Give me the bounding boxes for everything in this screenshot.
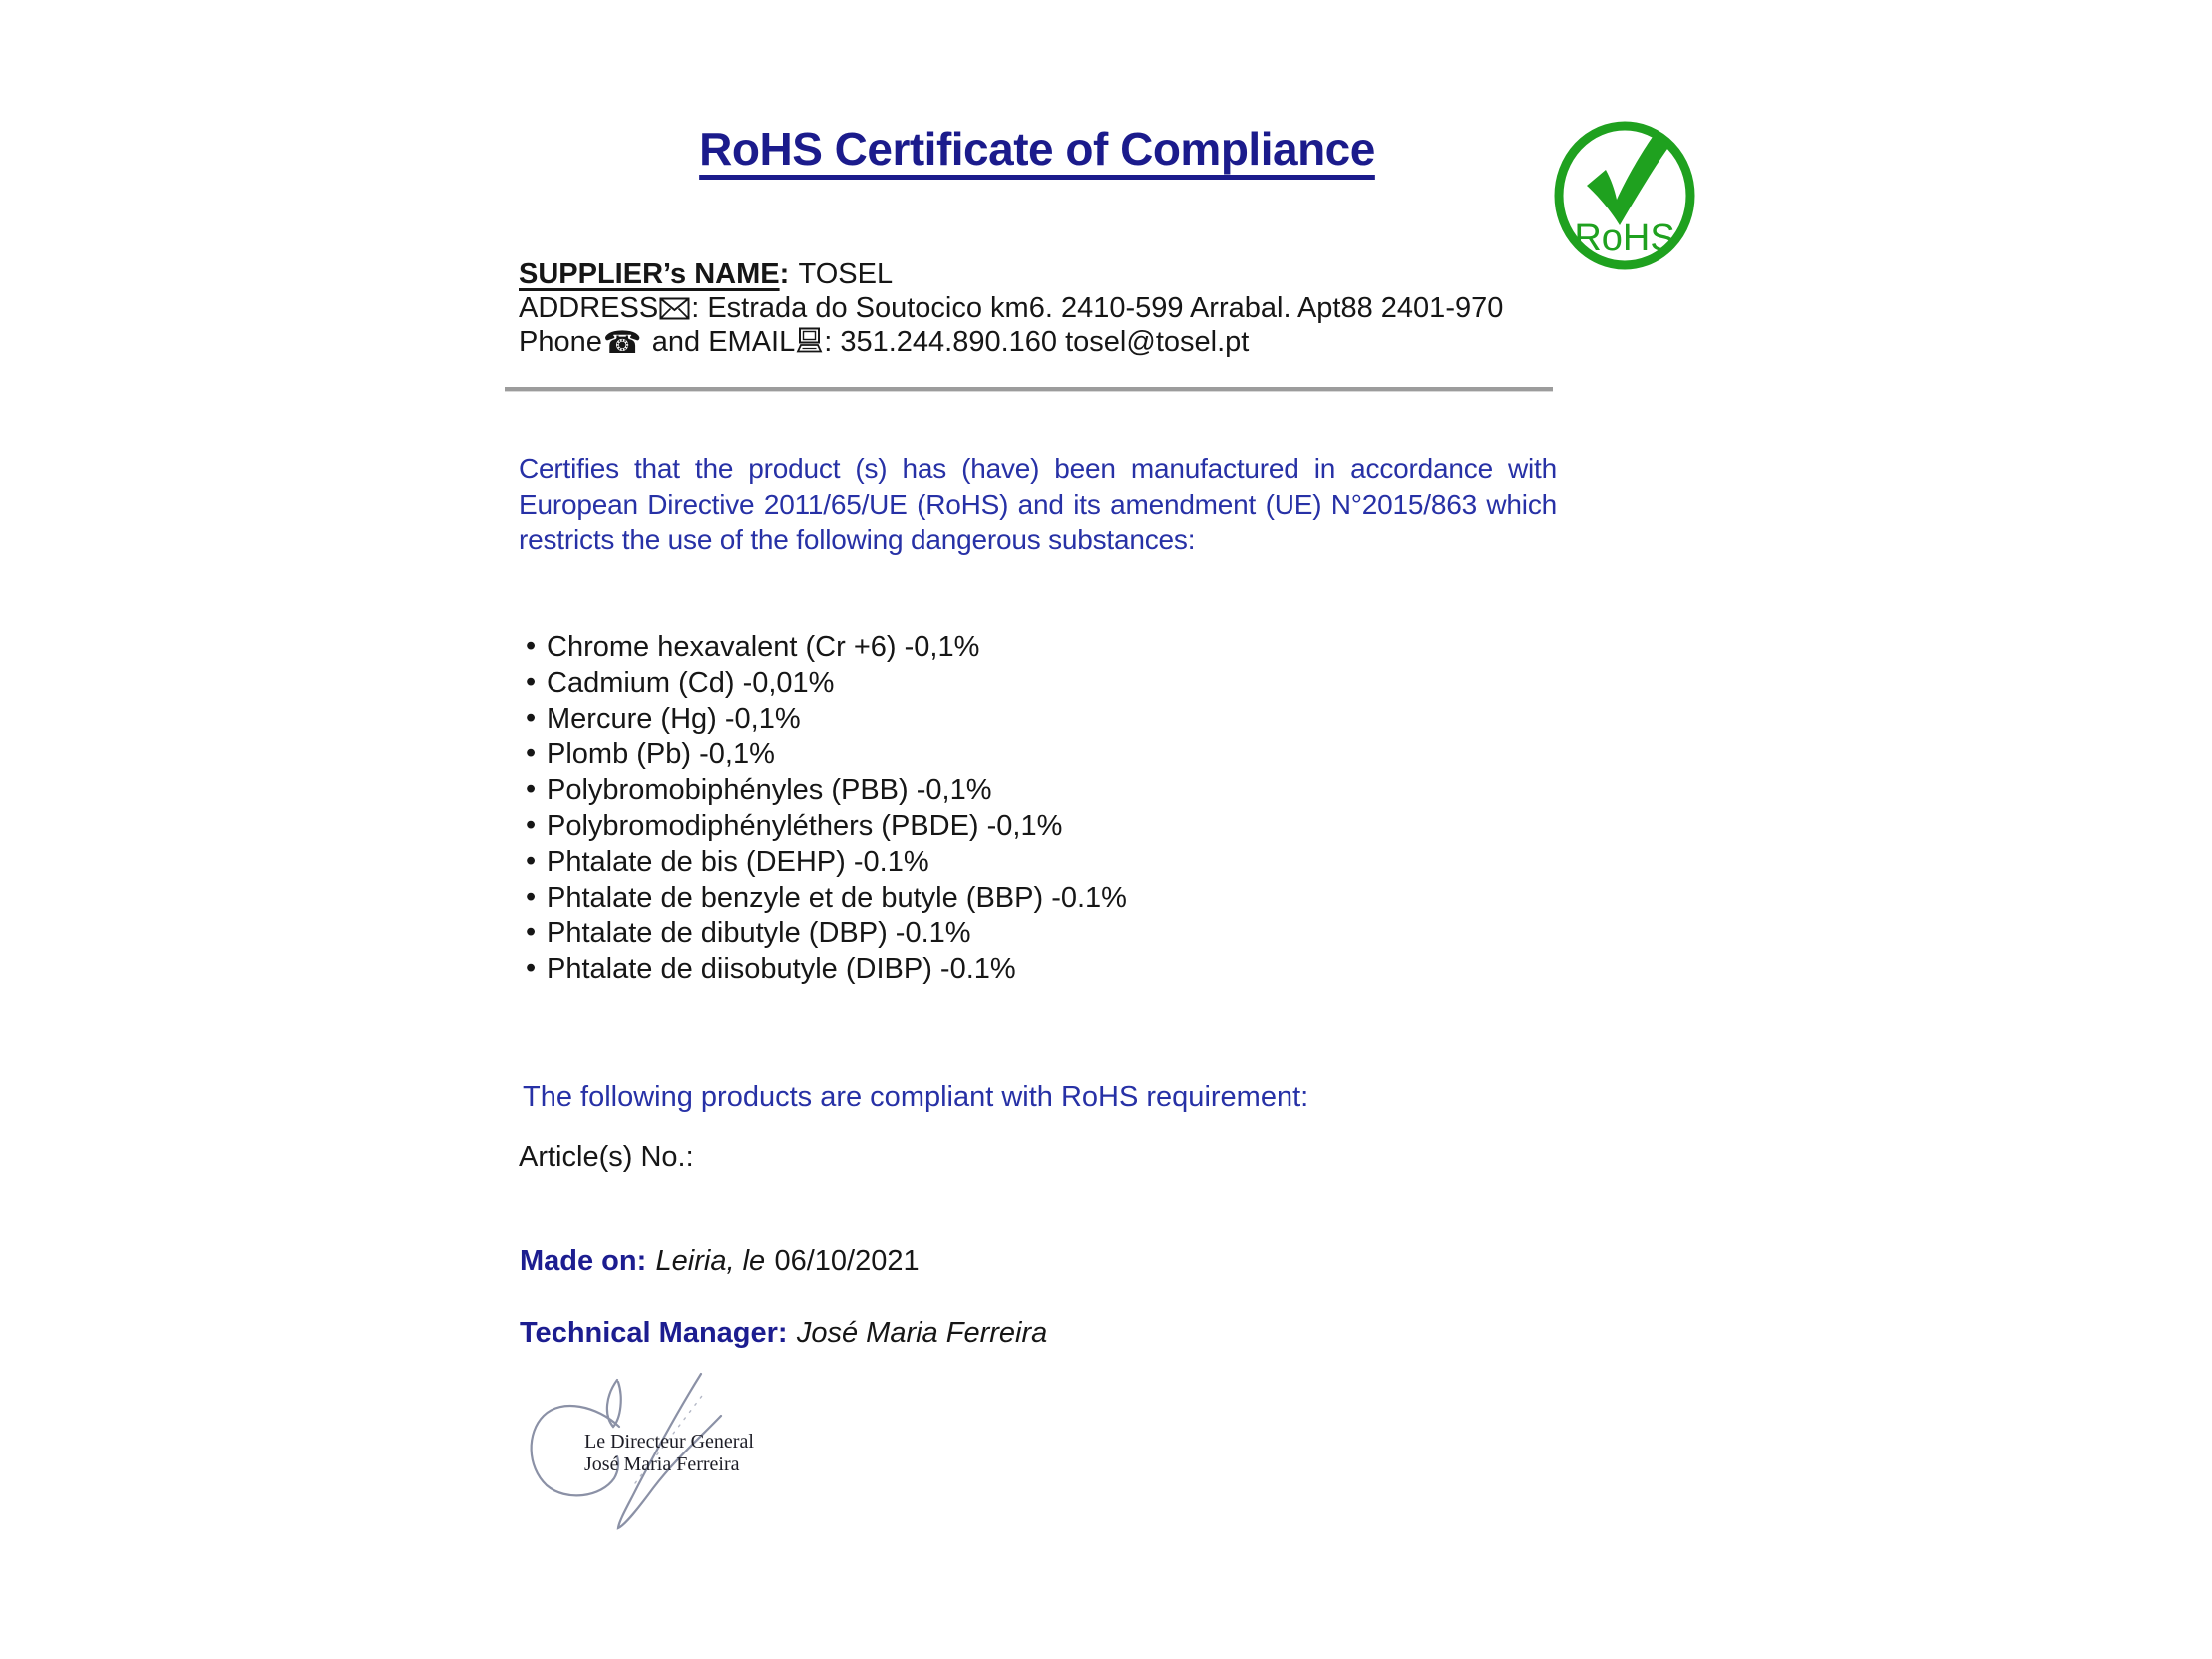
- rohs-logo: [1552, 120, 1697, 271]
- substance-item: • Plomb (Pb) -0,1%: [526, 737, 1127, 773]
- supplier-address-line: [519, 291, 1503, 325]
- article-number-label: Article(s) No.:: [519, 1141, 694, 1173]
- supplier-name-label: SUPPLIER’s NAME: [519, 258, 780, 290]
- technical-manager-name: José Maria Ferreira: [796, 1317, 1048, 1349]
- logo-label: RoHS: [1574, 217, 1675, 259]
- supplier-name-line: [519, 257, 1503, 291]
- phone-icon: ☎: [602, 325, 642, 360]
- supplier-info: [519, 257, 1503, 360]
- technical-manager-line: [520, 1317, 1047, 1350]
- substance-item: • Chrome hexavalent (Cr +6) -0,1%: [526, 630, 1127, 666]
- address-value: : Estrada do Soutocico km6. 2410-599 Arrabal. Apt88 2401-970: [691, 292, 1504, 324]
- made-on-line: [520, 1245, 920, 1278]
- address-label: ADDRESS: [519, 292, 659, 324]
- substance-item: • Phtalate de bis (DEHP) -0.1%: [526, 845, 1127, 881]
- signature-name: José Maria Ferreira: [584, 1453, 740, 1475]
- compliance-statement: The following products are compliant with RoHS requirement:: [523, 1081, 1309, 1113]
- technical-manager-label: Technical Manager:: [520, 1317, 788, 1349]
- signature-text: [584, 1431, 844, 1476]
- certification-paragraph: Certifies that the product (s) has (have) been manufactured in accordance with European Directive 2011/65/UE (RoHS) and its amendment (UE) N°2015/863 which restricts the use of the following dangerous substances:: [519, 453, 1557, 555]
- substance-item: • Phtalate de diisobutyle (DIBP) -0.1%: [526, 952, 1127, 988]
- supplier-name-colon: :: [779, 258, 790, 290]
- substance-item: • Phtalate de benzyle et de butyle (BBP) -0.1%: [526, 881, 1127, 917]
- made-on-date: 06/10/2021: [774, 1245, 920, 1277]
- substance-item: • Mercure (Hg) -0,1%: [526, 702, 1127, 738]
- checkmark-icon: [1587, 134, 1670, 225]
- supplier-contact-line: [519, 325, 1503, 360]
- signature-title: Le Directeur General: [584, 1431, 754, 1452]
- contact-value: : 351.244.890.160 tosel@tosel.pt: [824, 326, 1250, 358]
- supplier-name-value: TOSEL: [798, 258, 894, 290]
- substances-list: [526, 630, 1127, 988]
- made-on-label: Made on:: [520, 1245, 647, 1277]
- page-title: [519, 122, 1556, 176]
- substance-item: • Phtalate de dibutyle (DBP) -0.1%: [526, 916, 1127, 952]
- substance-item: • Cadmium (Cd) -0,01%: [526, 666, 1127, 702]
- page-title-text: RoHS Certificate of Compliance: [699, 123, 1375, 175]
- made-on-place: Leiria, le: [655, 1245, 766, 1277]
- substance-item: • Polybromobiphényles (PBB) -0,1%: [526, 773, 1127, 809]
- phone-label: Phone: [519, 326, 602, 358]
- substance-item: • Polybromodiphényléthers (PBDE) -0,1%: [526, 809, 1127, 845]
- divider-line: [505, 387, 1553, 392]
- email-label: and EMAIL: [651, 326, 796, 358]
- computer-icon: [796, 327, 823, 354]
- envelope-icon: [659, 297, 690, 320]
